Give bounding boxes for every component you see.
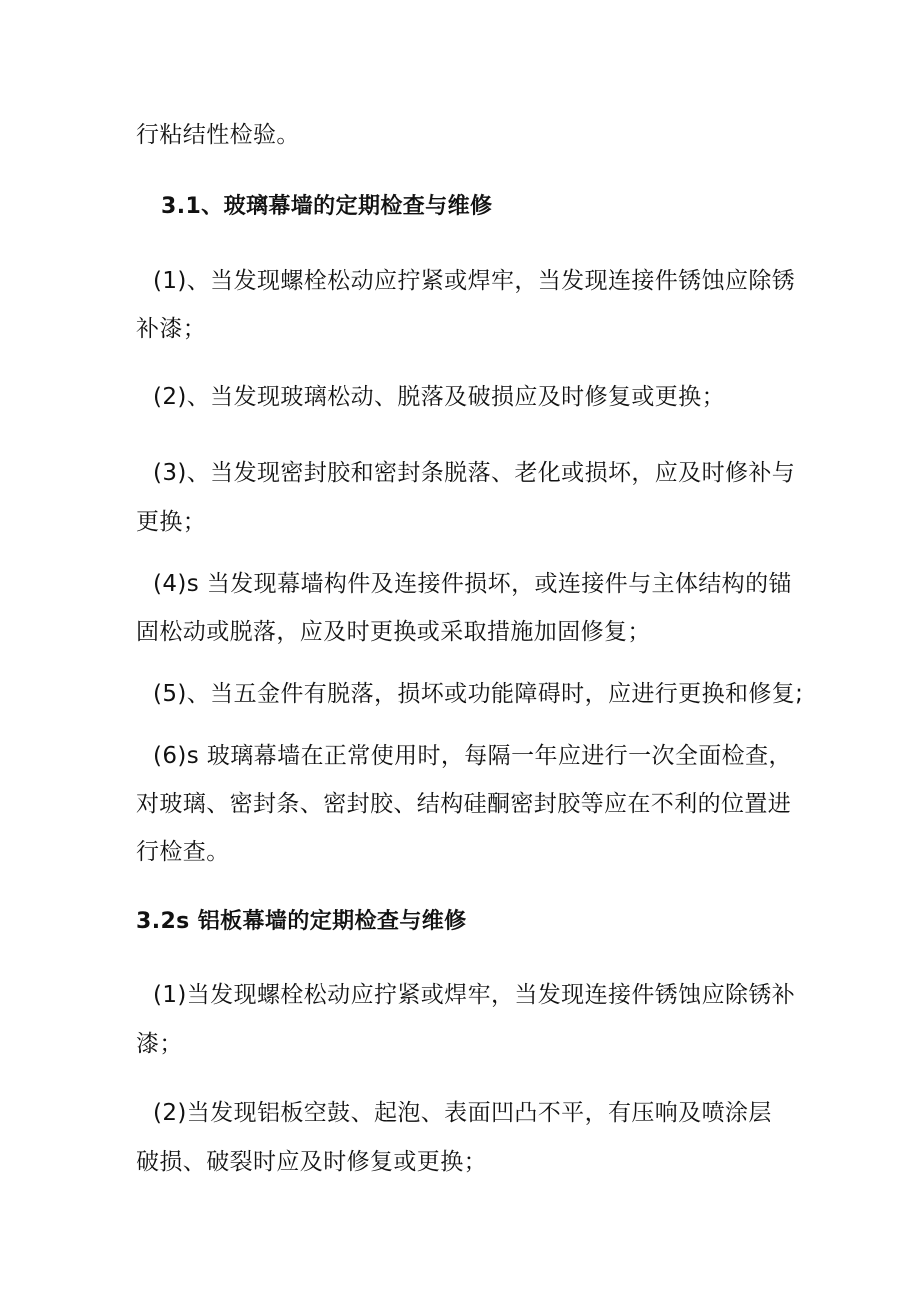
list-item-4-line-2: 固松动或脱落，应及时更换或采取措施加固修复； bbox=[136, 619, 651, 645]
section-heading-3-2: 3.2s 铝板幕墙的定期检查与维修 bbox=[136, 909, 467, 934]
list-item-6-line-1: (6)s 玻璃幕墙在正常使用时，每隔一年应进行一次全面检查， bbox=[153, 743, 792, 769]
list-item-3-line-1: (3)、当发现密封胶和密封条脱落、老化或损坏，应及时修补与 bbox=[153, 460, 796, 486]
paragraph-continuation: 行粘结性检验。 bbox=[136, 122, 300, 148]
aluminum-item-1-line-1: (1)当发现螺栓松动应拧紧或焊牢，当发现连接件锈蚀应除锈补 bbox=[153, 982, 796, 1008]
list-item-3-line-2: 更换； bbox=[136, 509, 207, 535]
list-item-4-line-1: (4)s 当发现幕墙构件及连接件损坏，或连接件与主体结构的锚 bbox=[153, 571, 792, 597]
aluminum-item-2-line-1: (2)当发现铝板空鼓、起泡、表面凹凸不平，有压响及喷涂层 bbox=[153, 1100, 772, 1126]
list-item-2: (2)、当发现玻璃松动、脱落及破损应及时修复或更换； bbox=[153, 384, 725, 410]
list-item-6-line-2: 对玻璃、密封条、密封胶、结构硅酮密封胶等应在不利的位置进 bbox=[136, 791, 792, 817]
section-heading-3-1: 3.1、玻璃幕墙的定期检查与维修 bbox=[161, 194, 493, 219]
aluminum-item-1-line-2: 漆； bbox=[136, 1031, 183, 1057]
list-item-1-line-2: 补漆； bbox=[136, 316, 207, 342]
list-item-6-line-3: 行检查。 bbox=[136, 839, 230, 865]
aluminum-item-2-line-2: 破损、破裂时应及时修复或更换； bbox=[136, 1149, 487, 1175]
list-item-1-line-1: (1)、当发现螺栓松动应拧紧或焊牢，当发现连接件锈蚀应除锈 bbox=[153, 268, 796, 294]
list-item-5: (5)、当五金件有脱落，损坏或功能障碍时，应进行更换和修复; bbox=[153, 681, 804, 707]
